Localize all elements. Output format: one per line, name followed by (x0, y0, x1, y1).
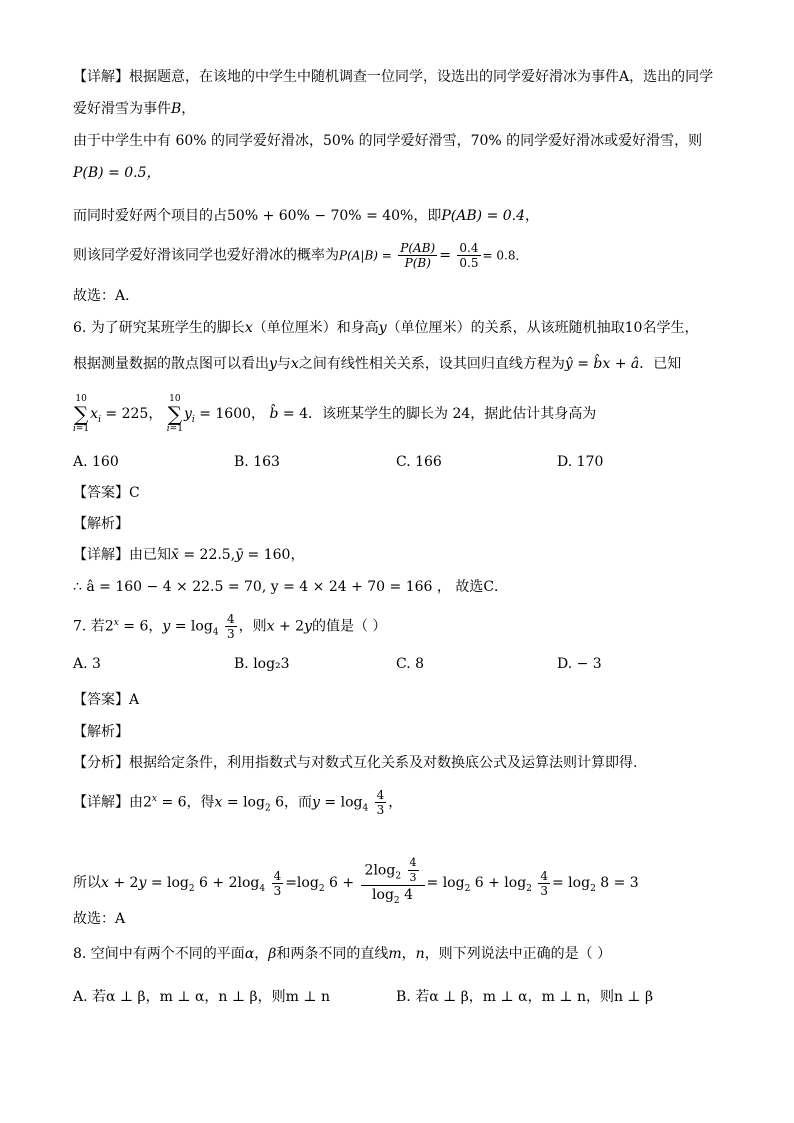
value-fraction: $\frac{0.4}{0.5}$ (459, 241, 479, 270)
q7-option-c[interactable]: C. 8 (396, 656, 425, 672)
detail-line-4: P(B) = 0.5， (73, 165, 161, 181)
q6-stem-line-2: 根据测量数据的散点图可以看出y与x之间有线性相关关系，设其回归直线方程为ŷ = b̂x + â．已知 (73, 356, 682, 372)
prob-fraction: $\frac{P(AB)}{P(B)}$ (400, 241, 436, 270)
q7-option-d[interactable]: D. − 3 (557, 656, 602, 672)
q7-select: 故选：A (73, 911, 126, 927)
q7-analysis: 【解析】 (73, 724, 129, 740)
detail-line-2: 爱好滑雪为事件B， (73, 101, 196, 117)
q6-analysis: 【解析】 (73, 516, 129, 532)
q8-option-a[interactable]: A. 若α ⊥ β，m ⊥ α，n ⊥ β，则m ⊥ n (73, 989, 330, 1005)
detail-line-3: 由于中学生中有 60% 的同学爱好滑冰，50% 的同学爱好滑雪，70% 的同学爱好滑冰或爱好滑雪，则 (73, 133, 703, 149)
big-fraction: $2\log_2$ $\frac{4}{3}$ $\log_2 4$ (361, 856, 425, 910)
q7-fenxi: 【分析】根据给定条件，利用指数式与对数式互化关系及对数换底公式及运算法则计算即得. (73, 755, 638, 771)
q6-stem-line-3: 10 ∑ $i=1x_i = 225$， 10 ∑ $i=1y_i = 1600$， b̂ = 4．该班某学生的脚长为 24，据此估计其身高为 (73, 394, 597, 434)
q7-option-b[interactable]: B. log₂3 (234, 656, 290, 672)
detail-line-1: 【详解】根据题意，在该地的中学生中随机调查一位同学，设选出的同学爱好滑冰为事件A，选出的同学 (73, 69, 714, 85)
select-line-q5: 故选：A． (73, 288, 140, 304)
q7-detail: 【详解】由$2^x = 6$，得$x = \log_2 6$，而$y = \log_4$ $\frac{4}{3}$ ， (73, 788, 403, 817)
q6-option-d[interactable]: D. 170 (557, 454, 604, 470)
q6-answer: 【答案】C (73, 485, 140, 501)
q7-option-a[interactable]: A. 3 (73, 656, 101, 672)
q7-answer: 【答案】A (73, 692, 140, 708)
q8-option-b[interactable]: B. 若α ⊥ β，m ⊥ α，m ⊥ n，则n ⊥ β (396, 989, 654, 1005)
q6-detail: 【详解】由已知x̄ = 22.5,ȳ = 160， (73, 547, 305, 563)
q6-option-a[interactable]: A. 160 (73, 454, 119, 470)
q7-sum-line: 所以$x + 2y = \log_2 6 + 2\log_4$ $\frac{4}{3}$ $=\log_2$ 6 + $2\log_2$ $\frac{4}{3}$ $\log_2 4$ = $\log_2 6 + \log_2$ $\frac{4}{3}$ = $\log_2 8 = 3$ (73, 856, 639, 910)
sum-x: 10 ∑ i=1 (73, 394, 90, 434)
q6-option-b[interactable]: B. 163 (234, 454, 280, 470)
q6-calculation: ∴ â = 160 − 4 × 22.5 = 70, y = 4 × 24 + 70 = 166 ， 故选C． (73, 579, 509, 595)
q6-option-c[interactable]: C. 166 (396, 454, 442, 470)
q6-stem-line-1: 6. 为了研究某班学生的脚长x（单位厘米）和身高y（单位厘米）的关系，从该班随机抽取10名学生， (73, 320, 699, 336)
sum-y: 10 ∑ i=1 (166, 394, 183, 434)
q7-stem: 7. 若$2^x = 6$，$y = \log_4$ $\frac{4}{3}$ ，则x + 2y的值是（ ） (73, 612, 387, 641)
detail-line-5: 而同时爱好两个项目的占50% + 60% − 70% = 40%，即P(AB) = 0.4， (73, 208, 540, 224)
detail-line-6: 则该同学爱好滑该同学也爱好滑冰的概率为P(A|B) = $\frac{P(AB)}{P(B)}$ = $\frac{0.4}{0.5}$ = 0.8． (73, 241, 528, 270)
q8-stem: 8. 空间中有两个不同的平面α，β和两条不同的直线m，n，则下列说法中正确的是（ ） (73, 946, 612, 962)
